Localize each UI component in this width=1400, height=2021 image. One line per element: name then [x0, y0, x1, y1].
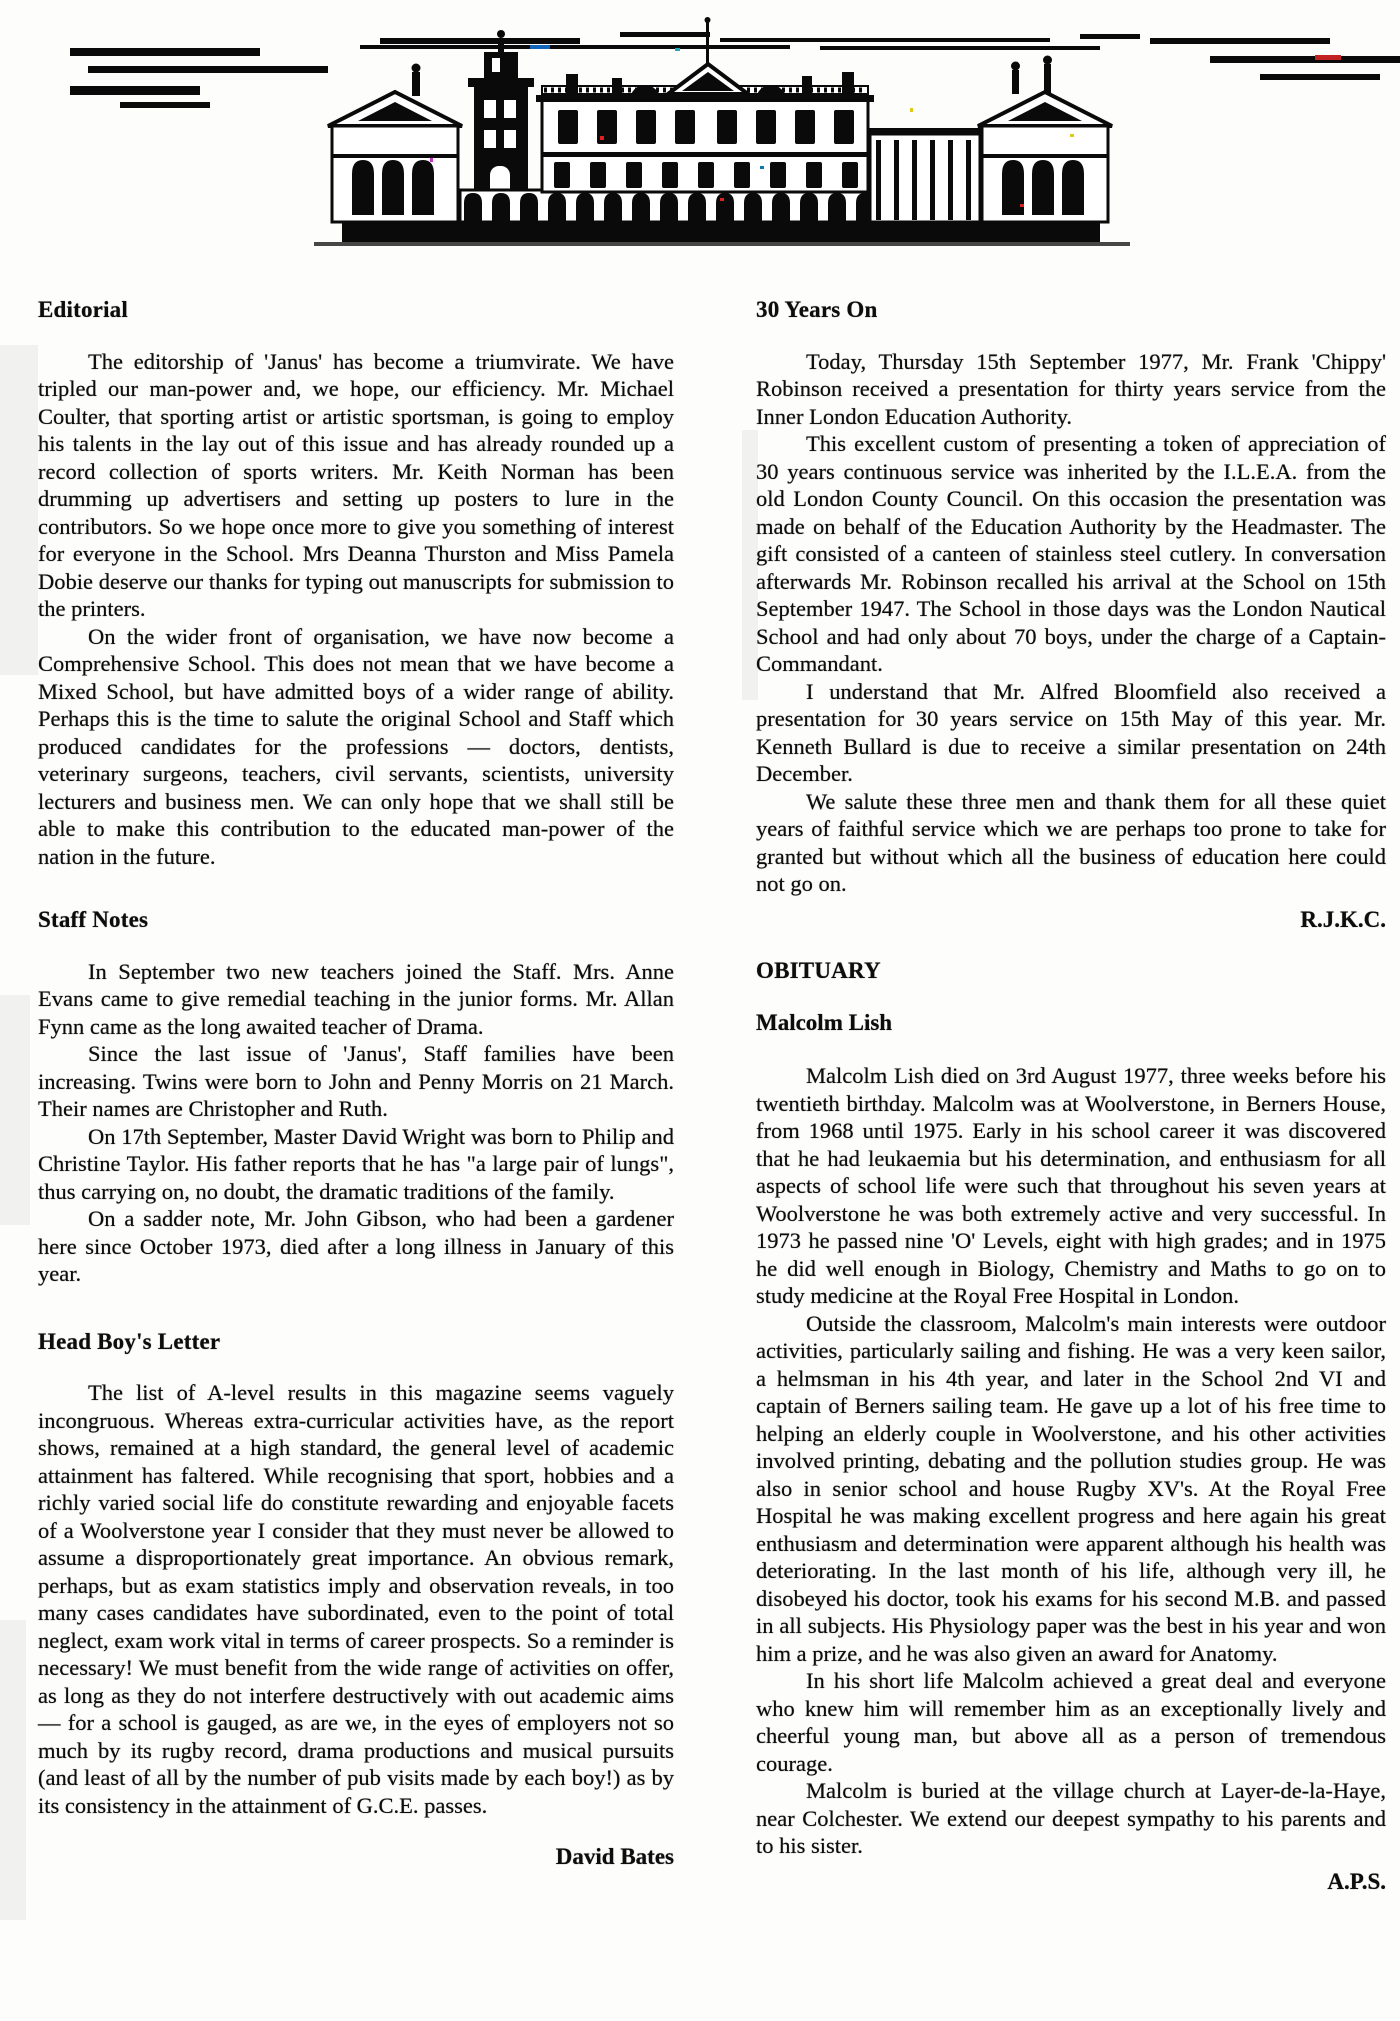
obituary-heading: OBITUARY: [756, 958, 881, 983]
obituary-subject-name: Malcolm Lish: [756, 1009, 893, 1035]
thirty-years-on-signature: R.J.K.C.: [1300, 906, 1386, 932]
staff-notes-paragraph: In September two new teachers joined the Staff. Mrs. Anne Evans came to give remedial teaching in the junior forms. Mr. Allan Fynn came as the long awaited teacher of Drama.: [38, 958, 674, 1039]
head-boys-letter-paragraph: The list of A-level results in this magazine seems vaguely incongruous. Whereas extra-curricular activities have, as the report shows, remained at a high standard, the general level of academic attainment has faltered. While recognising that sport, hobbies and a richly varied social life do constitute rewarding and enjoyable facets of a Woolverstone year I consider that they must never be allowed to assume a disproportionately great importance. An obvious remark, perhaps, but as exam statistics imply and observation reveals, in too many cases candidates have subordinated, even to the point of total neglect, exam work vital in terms of career prospects. So a reminder is necessary! We must benefit from the wide range of activities on offer, as long as they do not interfere destructively with out academic aims — for a school is gauged, as are we, in the eyes of employers not so much by its rugby record, drama productions and musical pursuits (and least of all by the number of pub visits made by each boy!) as by its consistency in the attainment of G.C.E. passes.: [38, 1380, 674, 1818]
thirty-years-on-paragraph: We salute these three men and thank them for all these quiet years of faithful service which we are perhaps too prone to take for granted but without which all the business of education here could not go on.: [756, 788, 1386, 896]
left-column: [38, 296, 674, 1871]
thirty-years-on-section: [756, 296, 1386, 933]
obituary-paragraph: Malcolm is buried at the village church at Layer-de-la-Haye, near Colchester. We extend our deepest sympathy to his parents and to his sister.: [756, 1778, 1386, 1858]
thirty-years-on-paragraph: I understand that Mr. Alfred Bloomfield also received a presentation for 30 years service on 15th May of this year. Mr. Kenneth Bullard is due to receive a similar presentation on 24th December.: [756, 678, 1386, 786]
right-column: [756, 296, 1386, 1895]
obituary-signature: A.P.S.: [1327, 1868, 1386, 1894]
school-building-engraving: [60, 8, 1400, 258]
thirty-years-on-paragraph: This excellent custom of presenting a token of appreciation of 30 years continuous service was inherited by the I.L.E.A. from the old London County Council. On this occasion the presentation was made on behalf of the Education Authority by the Headmaster. The gift consisted of a canteen of stainless steel cutlery. In conversation afterwards Mr. Robinson recalled his arrival at the School on 15th September 1947. The School in those days was the London Nautical School and had only about 70 boys, under the charge of a Captain-Commandant.: [756, 431, 1386, 676]
obituary-paragraph: In his short life Malcolm achieved a great deal and everyone who knew him will remember him as an exceptionally lively and cheerful young man, but above all as a person of tremendous courage.: [756, 1668, 1386, 1776]
staff-notes-paragraph: On 17th September, Master David Wright was born to Philip and Christine Taylor. His father reports that he has "a large pair of lungs", thus carrying on, no doubt, the dramatic traditions of the family.: [38, 1123, 674, 1204]
staff-notes-section: [38, 906, 674, 1288]
editorial-section: [38, 296, 674, 870]
head-boys-letter-heading: Head Boy's Letter: [38, 1328, 221, 1354]
editorial-paragraph: The editorship of 'Janus' has become a triumvirate. We have tripled our man-power and, we hope, our efficiency. Mr. Michael Coulter, that sporting artist or artistic sportsman, is going to employ his talents in the lay out of this issue and has already rounded up a record collection of sports writers. Mr. Keith Norman has been drumming up advertisers and setting up posters to lure in the contributors. So we hope once more to give you something of interest for everyone in the School. Mrs Deanna Thurston and Miss Pamela Dobie deserve our thanks for typing out manuscripts for submission to the printers.: [38, 348, 674, 621]
obituary-paragraph: Outside the classroom, Malcolm's main interests were outdoor activities, particularly sailing and fishing. He was a very keen sailor, a helmsman in his 4th year, and later in the School 2nd VI and captain of Berners sailing team. He gave up a lot of his free time to helping an elderly couple in Woolverstone, and his other activities involved printing, debating and the pollution studies group. He was also in senior school and house Rugby XV's. At the Royal Free Hospital he was making excellent progress and here again his great enthusiasm and determination were apparent although his health was deteriorating. In the last month of his life, although very ill, he disobeyed his doctor, took his exams for his second M.B. and passed in all subjects. His Physiology paper was the best in his year and won him a prize, and he was also given an award for Anatomy.: [756, 1310, 1386, 1666]
head-boy-signature: David Bates: [555, 1844, 674, 1869]
editorial-heading: Editorial: [38, 297, 128, 322]
thirty-years-on-paragraph: Today, Thursday 15th September 1977, Mr. Frank 'Chippy' Robinson received a presentation for thirty years service from the Inner London Education Authority.: [756, 348, 1386, 429]
editorial-paragraph: On the wider front of organisation, we have now become a Comprehensive School. This does not mean that we have become a Mixed School, but have admitted boys of a wider range of ability. Perhaps this is the time to salute the original School and Staff which produced candidates for the professions — doctors, dentists, veterinary surgeons, teachers, civil servants, scientists, university lecturers and business men. We can only hope that we shall still be able to make this contribution to the educated man-power of the nation in the future.: [38, 623, 674, 869]
scan-artifact: [0, 345, 38, 675]
staff-notes-paragraph: On a sadder note, Mr. John Gibson, who had been a gardener here since October 1973, died after a long illness in January of this year.: [38, 1206, 674, 1286]
head-boys-letter-section: [38, 1328, 674, 1820]
staff-notes-heading: Staff Notes: [38, 907, 149, 932]
obituary-paragraph: Malcolm Lish died on 3rd August 1977, three weeks before his twentieth birthday. Malcolm was at Woolverstone, in Berners House, from 1968 until 1975. Early in his school career it was discovered that he had leukaemia but his determination, and enthusiasm for all aspects of school life were such that throughout his seven years at Woolverstone he was both extremely active and very successful. In 1973 he passed nine 'O' Levels, eight with high grades; and in 1975 he did well enough in Biology, Chemistry and Maths to go on to study medicine at the Royal Free Hospital in London.: [756, 1063, 1386, 1308]
scan-artifact: [0, 995, 30, 1225]
obituary-section: [756, 957, 1386, 1895]
staff-notes-paragraph: Since the last issue of 'Janus', Staff families have been increasing. Twins were born to John and Penny Morris on 21 March. Their names are Christopher and Ruth.: [38, 1041, 674, 1121]
scan-artifact: [0, 1620, 26, 1920]
thirty-years-on-heading: 30 Years On: [756, 297, 878, 322]
